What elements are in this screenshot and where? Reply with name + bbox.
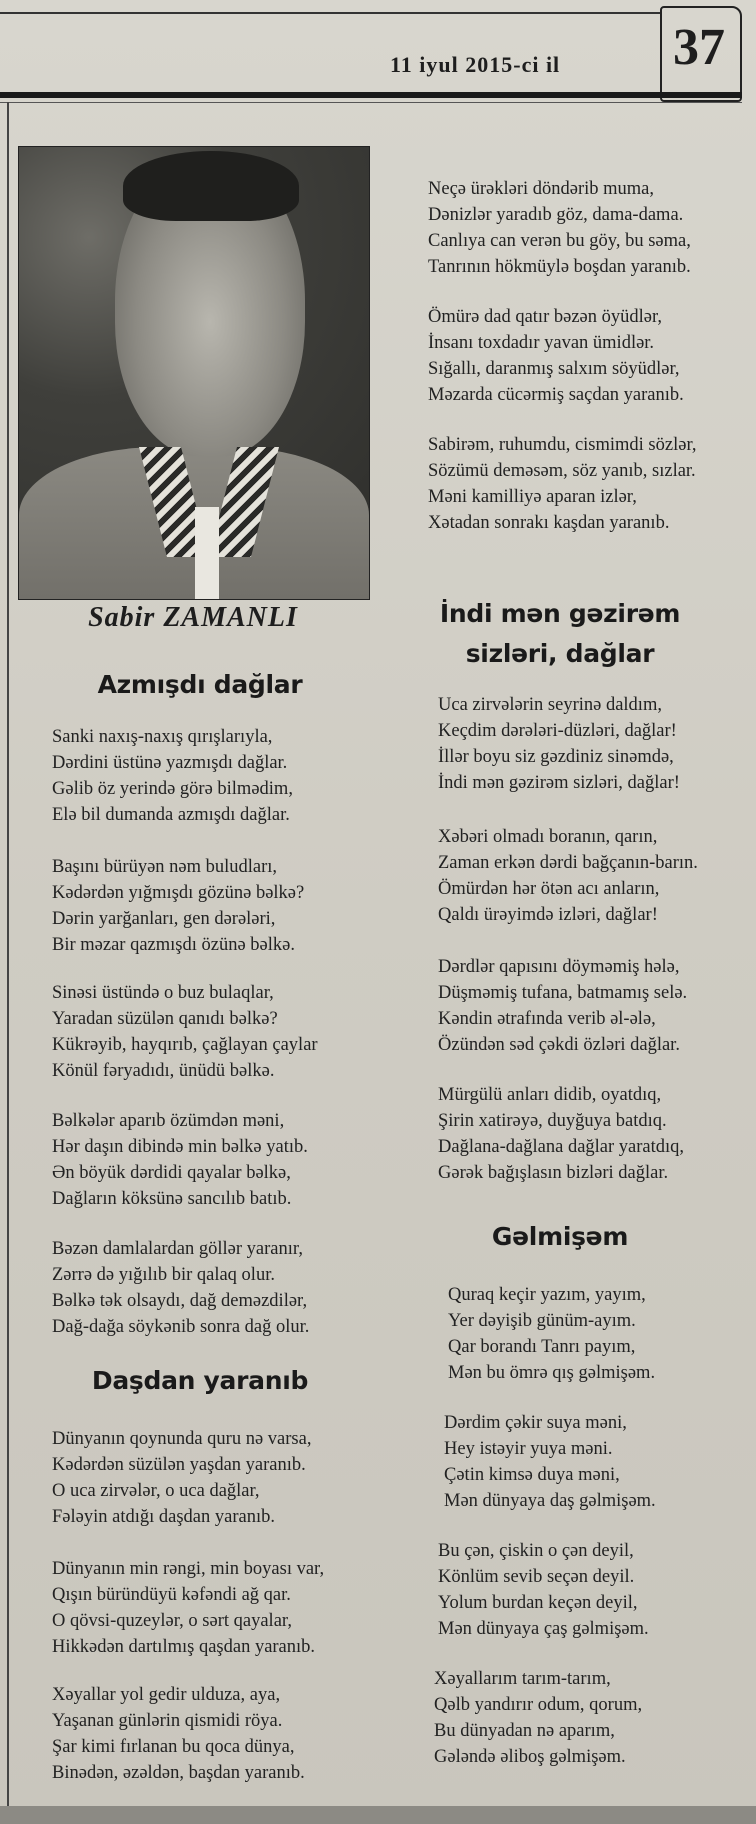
poem-line: Dərdini üstünə yazmışdı dağlar. (52, 753, 288, 773)
author-name: Sabir ZAMANLI (88, 602, 298, 633)
stanza (52, 1682, 305, 1786)
photo-hair (123, 151, 299, 221)
stanza (444, 1410, 656, 1514)
stanza (52, 980, 318, 1084)
bottom-edge (0, 1806, 756, 1824)
poem-line: Gərək bağışlasın bizləri dağlar. (438, 1163, 669, 1183)
poem-line: Bəzən damlalardan göllər yaranır, (52, 1239, 303, 1259)
poem-line: Kəndin ətrafında verib əl-ələ, (438, 1009, 656, 1029)
poem-line: Zaman erkən dərdi bağçanın-barın. (438, 853, 698, 873)
poem-line: Dərdim çəkir suya məni, (444, 1413, 627, 1433)
poem-line: Məzarda cücərmiş saçdan yaranıb. (428, 385, 684, 405)
stanza (52, 1108, 308, 1212)
page-number: 37 (673, 19, 725, 76)
poem-line: Tanrının hökmüylə boşdan yaranıb. (428, 257, 691, 277)
poem-line: Şar kimi fırlanan bu qoca dünya, (52, 1737, 295, 1757)
stanza (428, 432, 697, 536)
poem-line: Hikkədən dartılmış qaşdan yaranıb. (52, 1637, 316, 1657)
poem-line: Neçə ürəkləri döndərib muma, (428, 179, 655, 199)
poem-line: Qar borandı Tanrı payım, (448, 1337, 636, 1357)
poem-line: Şirin xatirəyə, duyğuya batdıq. (438, 1111, 667, 1131)
poem-line: İndi mən gəzirəm sizləri, dağlar! (438, 773, 680, 793)
poem-line: Zərrə də yığılıb bir qalaq olur. (52, 1265, 275, 1285)
poem-line: Sığallı, daranmış salxım söyüdlər, (428, 359, 680, 379)
poem-title-line: İndi mən gəzirəm (439, 599, 681, 628)
stanza (438, 954, 687, 1058)
poem-line: O qövsi-quzeylər, o sərt qayalar, (52, 1611, 292, 1631)
poem-line: Çətin kimsə duya məni, (444, 1465, 620, 1485)
poem-line: Mürgülü anları didib, oyatdıq, (438, 1085, 662, 1105)
poem-line: Gələndə əliboş gəlmişəm. (434, 1747, 626, 1767)
poem-line: Sözümü deməsəm, söz yanıb, sızlar. (428, 461, 696, 481)
poem-line: O uca zirvələr, o uca dağlar, (52, 1481, 260, 1501)
poem-line: İnsanı toxdadır yavan ümidlər. (428, 333, 655, 353)
poem-line: Binədən, əzəldən, başdan yaranıb. (52, 1763, 305, 1783)
poem-line: Könül fəryadıdı, ünüdü bəlkə. (52, 1061, 275, 1081)
issue-date: 11 iyul 2015-ci il (390, 52, 561, 77)
poem-line: Qəlb yandırır odum, qorum, (434, 1695, 643, 1715)
poem-line: Dənizlər yaradıb göz, dama-dama. (428, 205, 684, 225)
poem-line: Xəbəri olmadı boranın, qarın, (438, 827, 658, 847)
poem-line: Sanki naxış-naxış qırışlarıyla, (52, 727, 273, 747)
stanza (52, 724, 293, 828)
poem-line: Başını bürüyən nəm buludları, (52, 857, 278, 877)
poem-line: Hər daşın dibində min bəlkə yatıb. (52, 1137, 308, 1157)
poem-line: Yaşanan günlərin qismidi röya. (52, 1711, 283, 1731)
poem-line: Mən dünyaya çaş gəlmişəm. (438, 1619, 649, 1639)
poem-line: Bu dünyadan nə aparım, (434, 1721, 615, 1741)
stanza (434, 1666, 642, 1770)
stanza (438, 692, 680, 796)
stanza (52, 1236, 309, 1340)
stanza (448, 1282, 655, 1386)
poem-line: Dərin yarğanları, gen dərələri, (52, 909, 276, 929)
stanza (52, 854, 304, 958)
poem-line: Dərdlər qapısını döyməmiş hələ, (438, 957, 680, 977)
poem-title-line: sizləri, dağlar (465, 639, 655, 668)
poem-title: Gəlmişəm (491, 1222, 629, 1251)
poem-line: Dağ-dağa söykənib sonra dağ olur. (52, 1317, 310, 1337)
poem-line: Xəyallar yol gedir ulduza, aya, (52, 1685, 281, 1705)
poem-line: Könlüm sevib seçən deyil. (438, 1567, 635, 1587)
poem-line: İllər boyu siz gəzdiniz sinəmdə, (438, 747, 674, 767)
poem-line: Məni kamilliyə aparan izlər, (428, 487, 637, 507)
poem-line: Ömürdən hər ötən acı anların, (438, 879, 660, 899)
poem-line: Gəlib öz yerində görə bilmədim, (52, 779, 293, 799)
poem-line: Qaldı ürəyimdə izləri, dağlar! (438, 905, 658, 925)
poem-line: Kədərdən yığmışdı gözünə bəlkə? (52, 883, 305, 903)
header-rule-thin (0, 102, 742, 103)
poem-line: Özündən səd çəkdi özləri dağlar. (438, 1035, 680, 1055)
poem-line: Düşməmiş tufana, batmamış selə. (438, 983, 688, 1003)
poem-line: Sinəsi üstündə o buz bulaqlar, (52, 983, 274, 1003)
poem-line: Dağların köksünə sancılıb batıb. (52, 1189, 292, 1209)
poem-line: Xətadan sonrakı kaşdan yaranıb. (428, 513, 670, 533)
poem-line: Mən bu ömrə qış gəlmişəm. (448, 1363, 656, 1383)
poem-line: Fələyin atdığı daşdan yaranıb. (52, 1507, 275, 1527)
poem-line: Yolum burdan keçən deyil, (438, 1593, 638, 1613)
poem-title: Azmışdı dağlar (97, 670, 303, 699)
poem-title (410, 594, 710, 674)
top-rule (0, 12, 660, 14)
poem-line: Ən böyük dərdidi qayalar bəlkə, (52, 1163, 291, 1183)
poem-line: Yaradan süzülən qanıdı bəlkə? (52, 1009, 278, 1029)
poem-line: Mən dünyaya daş gəlmişəm. (444, 1491, 656, 1511)
poem-line: Kədərdən süzülən yaşdan yaranıb. (52, 1455, 306, 1475)
poem-line: Dünyanın qoynunda quru nə varsa, (52, 1429, 312, 1449)
poem-line: Dünyanın min rəngi, min boyası var, (52, 1559, 325, 1579)
poem-line: Kükrəyib, hayqırıb, çağlayan çaylar (52, 1035, 318, 1055)
stanza (428, 304, 684, 408)
poem-title: Daşdan yaranıb (91, 1366, 309, 1395)
poem-line: Yer dəyişib günüm-ayım. (448, 1311, 636, 1331)
poem-line: Canlıya can verən bu göy, bu səma, (428, 231, 691, 251)
poem-line: Bir məzar qazmışdı özünə bəlkə. (52, 935, 295, 955)
poem-line: Bəlkə tək olsaydı, dağ deməzdilər, (52, 1291, 308, 1311)
stanza (52, 1426, 311, 1530)
poem-line: Qışın büründüyü kəfəndi ağ qar. (52, 1585, 291, 1605)
poem-line: Xəyallarım tarım-tarım, (434, 1669, 611, 1689)
stanza (52, 1556, 324, 1660)
stanza (428, 176, 691, 280)
poem-line: Bəlkələr aparıb özümdən məni, (52, 1111, 285, 1131)
stanza (438, 824, 698, 928)
stanza (438, 1538, 649, 1642)
poem-line: Hey istəyir yuya məni. (444, 1439, 613, 1459)
stanza (438, 1082, 684, 1186)
poem-line: Sabirəm, ruhumdu, cismimdi sözlər, (428, 435, 697, 455)
column-border (7, 102, 9, 1824)
poem-line: Ömürə dad qatır bəzən öyüdlər, (428, 307, 663, 327)
author-photo (18, 146, 370, 600)
poem-line: Dağlana-dağlana dağlar yaratdıq, (438, 1137, 685, 1157)
poem-line: Bu çən, çiskin o çən deyil, (438, 1541, 634, 1561)
poem-line: Keçdim dərələri-düzləri, dağlar! (438, 721, 677, 741)
poem-line: Elə bil dumanda azmışdı dağlar. (52, 805, 290, 825)
poem-line: Uca zirvələrin seyrinə daldım, (438, 695, 662, 715)
poem-line: Quraq keçir yazım, yayım, (448, 1285, 646, 1305)
photo-shirt (195, 507, 219, 600)
header-rule (0, 92, 742, 98)
